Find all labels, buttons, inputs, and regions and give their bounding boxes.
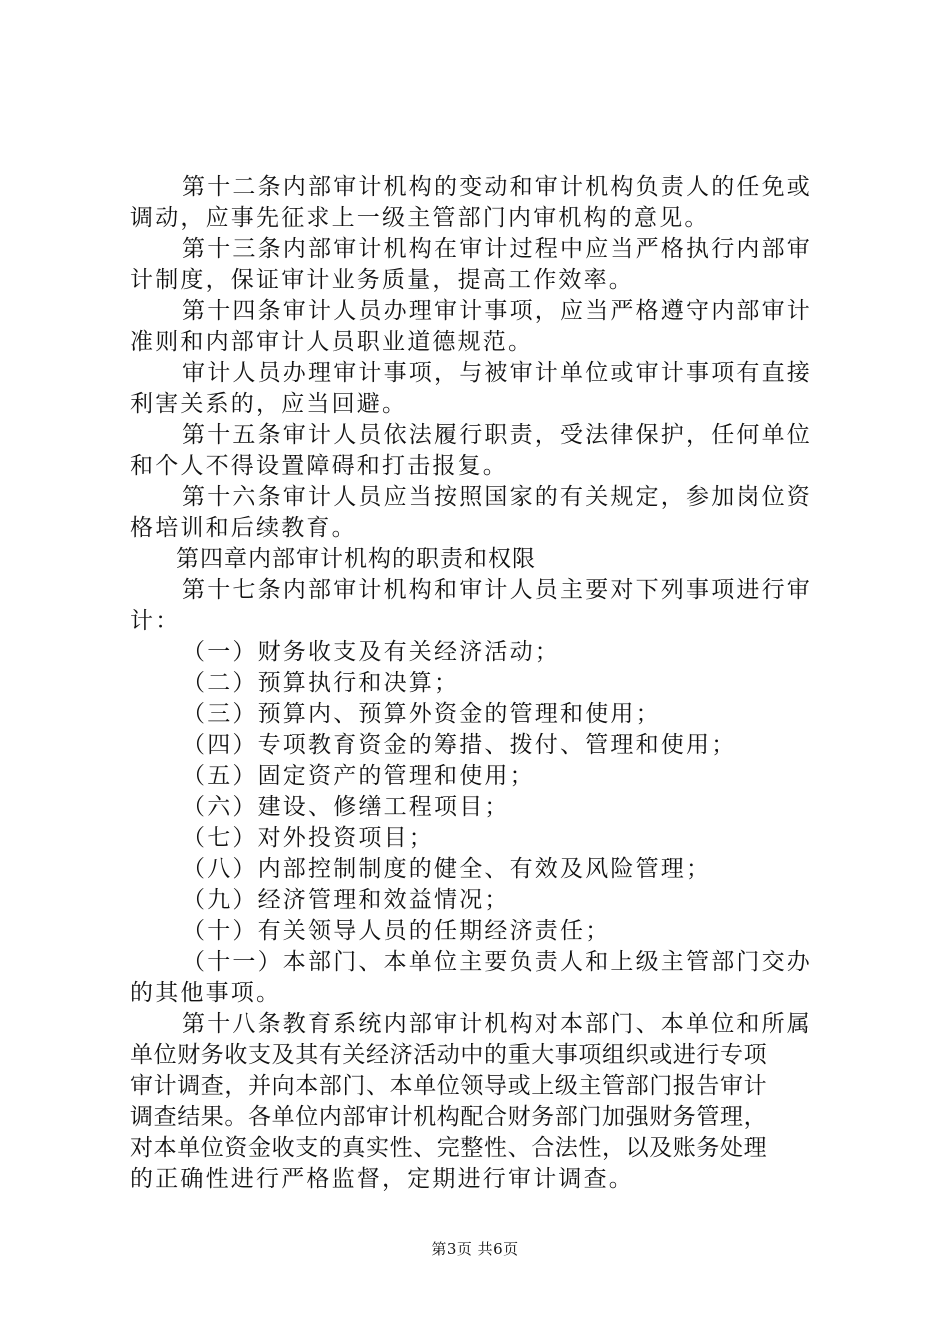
paragraph-line: 第十四条审计人员办理审计事项，应当严格遵守内部审计 [182,298,812,324]
list-item: （六）建设、修缮工程项目； [182,794,510,820]
list-item: （十一）本部门、本单位主要负责人和上级主管部门交办 [182,949,812,975]
paragraph-line: 调动，应事先征求上一级主管部门内审机构的意见。 [130,205,710,231]
list-item: （二）预算执行和决算； [182,670,460,696]
list-item: （四）专项教育资金的筹措、拨付、管理和使用； [182,732,737,758]
paragraph-line: 审计人员办理审计事项，与被审计单位或审计事项有直接 [182,360,812,386]
paragraph-line: 调查结果。各单位内部审计机构配合财务部门加强财务管理， [130,1104,768,1130]
page-number-footer: 第3页 共6页 [431,1240,519,1258]
chapter-heading: 第四章内部审计机构的职责和权限 [176,546,536,572]
paragraph-line: 格培训和后续教育。 [130,515,357,541]
paragraph-line: 第十三条内部审计机构在审计过程中应当严格执行内部审 [182,236,812,262]
list-item: （十）有关领导人员的任期经济责任； [182,918,611,944]
list-item: （八）内部控制制度的健全、有效及风险管理； [182,856,712,882]
paragraph-line: 利害关系的，应当回避。 [130,391,408,417]
list-item: （三）预算内、预算外资金的管理和使用； [182,701,661,727]
paragraph-line: 和个人不得设置障碍和打击报复。 [130,453,508,479]
paragraph-line: 第十二条内部审计机构的变动和审计机构负责人的任免或 [182,174,812,200]
paragraph-line: 审计调查，并向本部门、本单位领导或上级主管部门报告审计 [130,1073,768,1099]
list-item: （一）财务收支及有关经济活动； [182,639,560,665]
paragraph-line: 的其他事项。 [130,980,282,1006]
paragraph-line: 第十八条教育系统内部审计机构对本部门、本单位和所属 [182,1011,812,1037]
paragraph-line: 对本单位资金收支的真实性、完整性、合法性，以及账务处理 [130,1135,768,1161]
paragraph-line: 的正确性进行严格监督，定期进行审计调查。 [130,1166,634,1192]
paragraph-line: 第十六条审计人员应当按照国家的有关规定，参加岗位资 [182,484,812,510]
list-item: （五）固定资产的管理和使用； [182,763,535,789]
paragraph-line: 准则和内部审计人员职业道德规范。 [130,329,534,355]
paragraph-line: 计制度，保证审计业务质量，提高工作效率。 [130,267,634,293]
paragraph-line: 单位财务收支及其有关经济活动中的重大事项组织或进行专项 [130,1042,768,1068]
document-body [130,172,830,1195]
paragraph-line: 第十五条审计人员依法履行职责，受法律保护，任何单位 [182,422,812,448]
list-item: （七）对外投资项目； [182,825,434,851]
paragraph-line: 第十七条内部审计机构和审计人员主要对下列事项进行审 [182,577,812,603]
paragraph-line: 计： [130,608,181,634]
list-item: （九）经济管理和效益情况； [182,887,510,913]
